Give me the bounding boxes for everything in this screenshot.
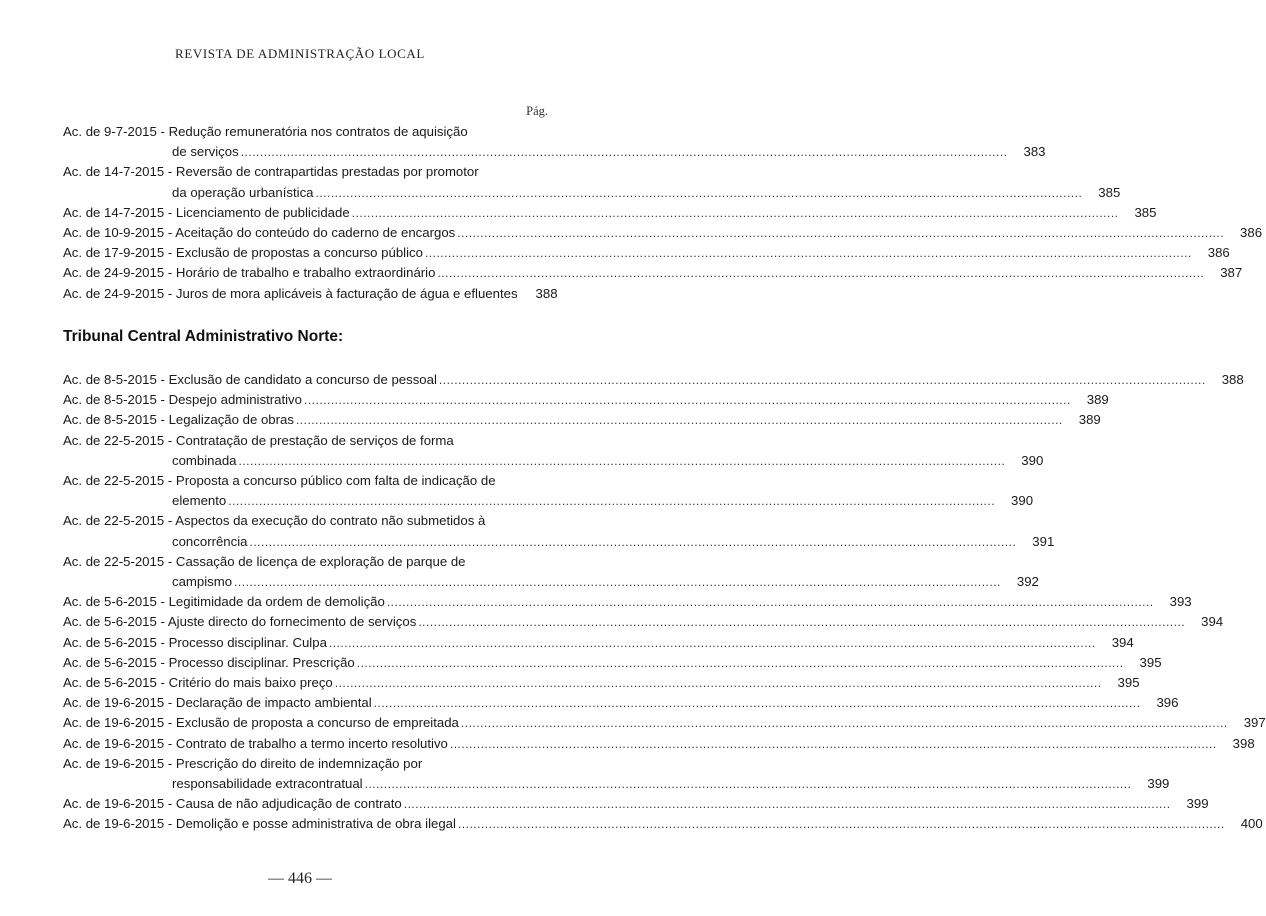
entry-date: Ac. de 19-6-2015 bbox=[63, 755, 165, 771]
toc-entry bbox=[63, 673, 1140, 693]
entry-date: Ac. de 5-6-2015 bbox=[63, 614, 157, 630]
entry-title: Contratação de prestação de serviços de forma bbox=[175, 432, 454, 448]
toc-entry-continuation bbox=[63, 183, 1121, 203]
entry-separator: - bbox=[164, 204, 176, 220]
entry-separator: - bbox=[164, 164, 176, 180]
entry-page-number: 395 bbox=[1139, 654, 1162, 670]
entry-page-number: 386 bbox=[1207, 245, 1230, 261]
entry-date: Ac. de 9-7-2015 bbox=[63, 124, 157, 139]
entry-page-number: 389 bbox=[1078, 412, 1101, 428]
entry-title: concorrência bbox=[172, 533, 248, 549]
entry-date: Ac. de 14-7-2015 bbox=[63, 204, 165, 220]
toc-entry bbox=[63, 162, 1121, 202]
entry-page-number: 398 bbox=[1232, 735, 1255, 751]
toc-entry bbox=[63, 284, 558, 304]
entry-date: Ac. de 5-6-2015 bbox=[63, 634, 157, 650]
toc-entry-line bbox=[63, 471, 550, 491]
section-heading: Tribunal Central Administrativo Norte: bbox=[63, 328, 344, 345]
entry-date: Ac. de 17-9-2015 bbox=[63, 245, 165, 261]
toc-entry bbox=[63, 390, 1109, 410]
entry-date: Ac. de 14-7-2015 bbox=[63, 164, 165, 180]
entry-title: Declaração de impacto ambiental bbox=[175, 695, 372, 711]
dot-leader: ........................................................................................................................................................................................................ bbox=[328, 635, 1096, 650]
dot-leader: ........................................................................................................................................................................................................ bbox=[364, 777, 1132, 792]
toc-entry bbox=[63, 511, 1055, 551]
entry-separator: - bbox=[156, 634, 169, 650]
entry-page-number: 400 bbox=[1240, 816, 1263, 832]
entry-page-number: 395 bbox=[1117, 675, 1140, 691]
entry-date: Ac. de 8-5-2015 bbox=[63, 372, 157, 387]
entry-title: Critério do mais baixo preço bbox=[168, 675, 333, 691]
entry-page-number: 391 bbox=[1032, 533, 1055, 549]
toc-entry-line bbox=[63, 754, 550, 774]
toc-entry-line bbox=[63, 633, 1134, 653]
entry-title: Legitimidade da ordem de demolição bbox=[168, 594, 385, 610]
entry-title: Causa de não adjudicação de contrato bbox=[175, 796, 402, 812]
toc-entry-continuation bbox=[63, 572, 1039, 592]
entry-title: Aceitação do conteúdo do caderno de encargos bbox=[175, 225, 456, 241]
toc-entry bbox=[63, 592, 1192, 612]
toc-entry-line bbox=[63, 162, 550, 182]
entry-separator: - bbox=[164, 265, 176, 281]
entry-date: Ac. de 22-5-2015 bbox=[63, 432, 165, 448]
entry-title: Despejo administrativo bbox=[168, 392, 302, 408]
dot-leader: ........................................................................................................................................................................................................ bbox=[234, 575, 1001, 590]
dot-leader: ........................................................................................................................................................................................................ bbox=[315, 185, 1083, 200]
entry-title: Redução remuneratória nos contratos de aquisição bbox=[168, 124, 468, 139]
entry-page-number: 390 bbox=[1011, 493, 1034, 509]
toc-entry-line bbox=[63, 693, 1179, 713]
entry-title: Exclusão de propostas a concurso público bbox=[175, 245, 423, 261]
entry-title: Exclusão de candidato a concurso de pessoal bbox=[168, 372, 437, 387]
entry-separator: - bbox=[164, 225, 176, 241]
entry-separator: - bbox=[164, 432, 176, 448]
toc-entry bbox=[63, 122, 1046, 162]
toc-entry-line bbox=[63, 673, 1140, 693]
entry-page-number: 386 bbox=[1240, 225, 1263, 241]
entry-date: Ac. de 19-6-2015 bbox=[63, 695, 165, 711]
entry-title: Contrato de trabalho a termo incerto resolutivo bbox=[175, 735, 448, 751]
entry-date: Ac. de 19-6-2015 bbox=[63, 816, 165, 832]
entry-page-number: 388 bbox=[1221, 372, 1244, 387]
entry-title: Juros de mora aplicáveis à facturação de água e efluentes bbox=[175, 285, 518, 301]
entry-separator: - bbox=[164, 715, 176, 731]
entry-page-number: 388 bbox=[535, 285, 558, 301]
toc-entry bbox=[63, 754, 1170, 794]
entry-separator: - bbox=[156, 594, 169, 610]
entry-title: Ajuste directo do fornecimento de serviços bbox=[167, 614, 417, 630]
dot-leader: ........................................................................................................................................................................................................ bbox=[457, 226, 1225, 241]
dot-leader: ........................................................................................................................................................................................................ bbox=[334, 676, 1102, 691]
toc-entry bbox=[63, 794, 1209, 814]
entry-separator: - bbox=[164, 553, 176, 569]
toc-entry bbox=[63, 203, 1157, 223]
dot-leader: ........................................................................................................................................................................................................ bbox=[386, 595, 1154, 610]
entry-title: Processo disciplinar. Prescrição bbox=[168, 654, 355, 670]
toc-entry bbox=[63, 471, 1034, 511]
toc-entry bbox=[63, 263, 1243, 283]
entry-title: elemento bbox=[172, 493, 227, 509]
toc-entry-continuation bbox=[63, 142, 1046, 162]
toc-entry bbox=[63, 814, 1263, 834]
toc-entry-line bbox=[63, 284, 558, 304]
entry-date: Ac. de 24-9-2015 bbox=[63, 285, 165, 301]
toc-entry bbox=[63, 633, 1134, 653]
entry-title: Processo disciplinar. Culpa bbox=[168, 634, 327, 650]
dot-leader: ........................................................................................................................................................................................................ bbox=[460, 716, 1228, 731]
entry-separator: - bbox=[164, 755, 176, 771]
toc-entry bbox=[63, 552, 1039, 592]
entry-page-number: 392 bbox=[1016, 574, 1039, 590]
entry-page-number: 397 bbox=[1243, 715, 1266, 731]
toc-entry-line bbox=[63, 612, 1224, 632]
entry-page-number: 385 bbox=[1098, 184, 1121, 200]
toc-entry bbox=[63, 243, 1230, 263]
entry-page-number: 383 bbox=[1023, 144, 1046, 160]
entry-page-number: 385 bbox=[1134, 204, 1157, 220]
toc-entry-continuation bbox=[63, 774, 1170, 794]
entry-separator: - bbox=[156, 675, 169, 691]
toc-entry-line bbox=[63, 370, 1244, 390]
toc-entry-line bbox=[63, 653, 1162, 673]
entry-title: da operação urbanística bbox=[172, 184, 314, 200]
toc-section-2 bbox=[63, 370, 1266, 835]
entry-separator: - bbox=[156, 372, 169, 387]
toc-entry bbox=[63, 693, 1179, 713]
entry-title: Legalização de obras bbox=[168, 412, 294, 428]
entry-date: Ac. de 24-9-2015 bbox=[63, 265, 165, 281]
entry-date: Ac. de 5-6-2015 bbox=[63, 594, 157, 610]
entry-page-number: 399 bbox=[1147, 776, 1170, 792]
entry-date: Ac. de 22-5-2015 bbox=[63, 473, 165, 489]
dot-leader: ........................................................................................................................................................................................................ bbox=[418, 615, 1186, 630]
dot-leader: ........................................................................................................................................................................................................ bbox=[238, 453, 1006, 468]
toc-entry-line bbox=[63, 223, 1263, 243]
toc-entry-line bbox=[63, 794, 1209, 814]
entry-date: Ac. de 19-6-2015 bbox=[63, 735, 165, 751]
entry-title: Demolição e posse administrativa de obra ilegal bbox=[175, 816, 456, 832]
entry-page-number: 399 bbox=[1186, 796, 1209, 812]
toc-entry bbox=[63, 612, 1224, 632]
dot-leader: ........................................................................................................................................................................................................ bbox=[403, 797, 1171, 812]
toc-entry-line bbox=[63, 243, 1230, 263]
entry-date: Ac. de 8-5-2015 bbox=[63, 412, 157, 428]
entry-separator: - bbox=[156, 654, 169, 670]
entry-title: responsabilidade extracontratual bbox=[172, 776, 363, 792]
entry-separator: - bbox=[164, 735, 176, 751]
toc-entry-line bbox=[63, 552, 550, 572]
toc-entry bbox=[63, 431, 1044, 471]
dot-leader: ........................................................................................................................................................................................................ bbox=[240, 145, 1008, 160]
entry-separator: - bbox=[164, 513, 176, 529]
entry-page-number: 393 bbox=[1169, 594, 1192, 610]
entry-separator: - bbox=[156, 412, 169, 428]
page-column-label: Pág. bbox=[526, 104, 548, 118]
dot-leader: ........................................................................................................................................................................................................ bbox=[249, 534, 1017, 549]
entry-title: Horário de trabalho e trabalho extraordinário bbox=[175, 265, 436, 281]
entry-title: Aspectos da execução do contrato não submetidos à bbox=[175, 513, 486, 529]
entry-date: Ac. de 5-6-2015 bbox=[63, 654, 157, 670]
dot-leader: ........................................................................................................................................................................................................ bbox=[437, 266, 1205, 281]
entry-separator: - bbox=[156, 614, 168, 630]
entry-date: Ac. de 19-6-2015 bbox=[63, 715, 165, 731]
entry-date: Ac. de 22-5-2015 bbox=[63, 553, 165, 569]
dot-leader: ........................................................................................................................................................................................................ bbox=[228, 494, 996, 509]
entry-page-number: 387 bbox=[1220, 265, 1243, 281]
toc-entry bbox=[63, 734, 1255, 754]
toc-entry-line bbox=[63, 431, 550, 451]
entry-separator: - bbox=[164, 695, 176, 711]
toc-entry-continuation bbox=[63, 451, 1044, 471]
entry-separator: - bbox=[156, 392, 169, 408]
toc-entry-continuation bbox=[63, 491, 1034, 511]
dot-leader: ........................................................................................................................................................................................................ bbox=[351, 205, 1119, 220]
dot-leader: ........................................................................................................................................................................................................ bbox=[457, 817, 1225, 832]
toc-entry-line bbox=[63, 390, 1109, 410]
entry-separator: - bbox=[164, 285, 176, 301]
toc-entry-line bbox=[63, 122, 550, 142]
toc-entry bbox=[63, 370, 1244, 390]
entry-date: Ac. de 8-5-2015 bbox=[63, 392, 157, 408]
toc-entry bbox=[63, 713, 1266, 733]
entry-title: Licenciamento de publicidade bbox=[175, 204, 350, 220]
entry-title: Reversão de contrapartidas prestadas por promotor bbox=[175, 164, 479, 180]
dot-leader: ........................................................................................................................................................................................................ bbox=[303, 393, 1071, 408]
toc-entry-line bbox=[63, 713, 1266, 733]
toc-entry-line bbox=[63, 592, 1192, 612]
toc-section-1 bbox=[63, 122, 1263, 304]
entry-page-number: 389 bbox=[1086, 392, 1109, 408]
dot-leader: ........................................................................................................................................................................................................ bbox=[295, 413, 1063, 428]
entry-date: Ac. de 19-6-2015 bbox=[63, 796, 165, 812]
toc-entry bbox=[63, 223, 1263, 243]
dot-leader: ........................................................................................................................................................................................................ bbox=[356, 655, 1124, 670]
entry-separator: - bbox=[156, 124, 169, 139]
entry-title: combinada bbox=[172, 452, 237, 468]
dot-leader: ........................................................................................................................................................................................................ bbox=[449, 736, 1217, 751]
dot-leader: ........................................................................................................................................................................................................ bbox=[373, 696, 1141, 711]
running-header: REVISTA DE ADMINISTRAÇÃO LOCAL bbox=[175, 46, 425, 61]
entry-title: Cassação de licença de exploração de parque de bbox=[175, 553, 466, 569]
dot-leader: ........................................................................................................................................................................................................ bbox=[424, 246, 1192, 261]
entry-separator: - bbox=[164, 473, 176, 489]
toc-entry bbox=[63, 410, 1101, 430]
entry-separator: - bbox=[164, 816, 176, 832]
entry-page-number: 390 bbox=[1021, 452, 1044, 468]
entry-separator: - bbox=[164, 245, 176, 261]
entry-title: Prescrição do direito de indemnização por bbox=[175, 755, 423, 771]
dot-leader: ........................................................................................................................................................................................................ bbox=[438, 373, 1206, 387]
entry-page-number: 394 bbox=[1201, 614, 1224, 630]
toc-entry bbox=[63, 653, 1162, 673]
toc-entry-continuation bbox=[63, 532, 1055, 552]
page-number: — 446 — bbox=[268, 870, 332, 887]
toc-entry-line bbox=[63, 203, 1157, 223]
toc-entry-line bbox=[63, 410, 1101, 430]
entry-title: Exclusão de proposta a concurso de empreitada bbox=[175, 715, 459, 731]
entry-separator: - bbox=[164, 796, 176, 812]
entry-title: campismo bbox=[172, 574, 233, 590]
entry-title: Proposta a concurso público com falta de indicação de bbox=[175, 473, 496, 489]
entry-date: Ac. de 5-6-2015 bbox=[63, 675, 157, 691]
entry-title: de serviços bbox=[172, 144, 239, 160]
entry-date: Ac. de 22-5-2015 bbox=[63, 513, 165, 529]
entry-page-number: 394 bbox=[1111, 634, 1134, 650]
entry-page-number: 396 bbox=[1156, 695, 1179, 711]
toc-entry-line bbox=[63, 814, 1263, 834]
entry-date: Ac. de 10-9-2015 bbox=[63, 225, 165, 241]
toc-entry-line bbox=[63, 734, 1255, 754]
toc-entry-line bbox=[63, 263, 1243, 283]
toc-entry-line bbox=[63, 511, 550, 531]
